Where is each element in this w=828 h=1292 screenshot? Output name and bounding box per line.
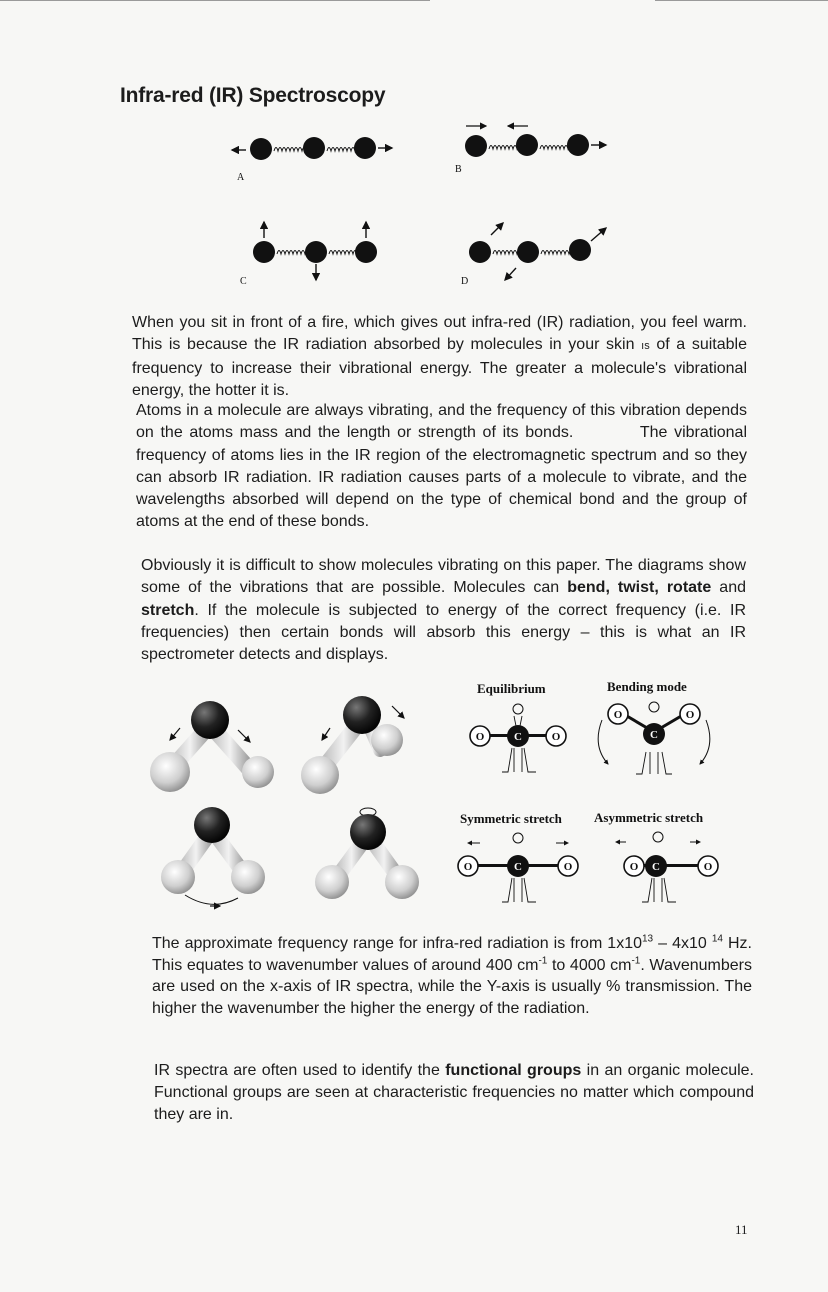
atom-c-label: C	[514, 861, 522, 873]
co2-modes-figure	[450, 690, 750, 920]
vibration-diagram	[0, 0, 828, 300]
paragraph-5: IR spectra are often used to identify the functional groups in an organic molecule. Functional groups are seen at characteristic frequencies no matter which compound they are in.	[154, 1062, 754, 1123]
ocr-artifact: ıs	[641, 340, 650, 353]
atom-c-label: C	[652, 861, 660, 873]
page-title: Infra-red (IR) Spectroscopy	[120, 84, 386, 107]
diagram-label-b: B	[455, 164, 462, 175]
label-equilibrium: Equilibrium	[477, 681, 546, 696]
co2-symmetric-stretch	[458, 833, 578, 902]
atom-o-label: O	[703, 861, 713, 873]
atom-o-label: O	[551, 731, 561, 743]
label-bending-mode: Bending mode	[607, 679, 687, 694]
molecule-illustration-2	[301, 696, 404, 794]
paragraph-2: Atoms in a molecule are always vibrating, and the frequency of this vibration depends on the atoms mass and the length or strength of its bonds. The vibrational frequency of atoms lies in the IR region of the electromagnetic spectrum and so they can absorb IR radiation. IR radiation causes parts of a molecule to vibrate, and the wavelengths absorbed will depend on the type of chemical bond and the group of atoms at the end of these bonds.	[136, 402, 752, 531]
atom-o-label: O	[613, 709, 623, 721]
paragraph-1: When you sit in front of a fire, which gives out infra-red (IR) radiation, you feel warm. This is because the IR radiation absorbed by molecules in your skin ıs of a suitable frequency to increase their vibrational energy. The greater a molecule's vibrational energy, the hotter it is.	[132, 314, 747, 399]
atom-c-label: C	[650, 729, 658, 741]
atom-c-label: C	[514, 731, 522, 743]
molecule-c	[253, 222, 377, 280]
paragraph-4: The approximate frequency range for infra-red radiation is from $1x10^{13} - 4x10$ $^{14}$ Hz. This equates to wavenumber values of around 400 $cm^{-1}$ to 4000 $cm^{-1}$. Wavenumbers are used on the x-axis of IR spectra, while the Y-axis is usually % transmission. The higher the wavenumber the higher the energy of the radiation.	[152, 933, 752, 1017]
molecule-illustration-4	[315, 808, 419, 899]
atom-o-label: O	[685, 709, 695, 721]
co2-asymmetric-stretch	[616, 832, 718, 902]
atom-o-label: O	[463, 861, 473, 873]
diagram-label-a: A	[237, 172, 245, 183]
co2-equilibrium	[470, 704, 566, 772]
molecule-b	[465, 126, 606, 157]
bent-molecule-illustrations	[140, 680, 440, 940]
label-asymmetric-stretch: Asymmetric stretch	[594, 810, 704, 825]
atom-o-label: O	[563, 861, 573, 873]
molecule-a	[232, 137, 392, 160]
diagram-label-c: C	[240, 276, 247, 287]
molecule-d	[469, 223, 606, 280]
paragraph-3: Obviously it is difficult to show molecules vibrating on this paper. The diagrams show some of the vibrations that are possible. Molecules can bend, twist, rotate and stretch. If the molecule is subjected to energy of the correct frequency (i.e. IR frequencies) then certain bonds will absorb this energy – this is what an IR spectrometer detects and displays.	[141, 557, 747, 664]
atom-o-label: O	[629, 861, 639, 873]
co2-bending	[598, 702, 710, 774]
molecule-illustration-1	[150, 701, 274, 792]
page-number: 11	[735, 1222, 748, 1237]
label-symmetric-stretch: Symmetric stretch	[460, 811, 562, 826]
atom-o-label: O	[475, 731, 485, 743]
molecule-illustration-3	[161, 807, 265, 906]
diagram-label-d: D	[461, 276, 469, 287]
